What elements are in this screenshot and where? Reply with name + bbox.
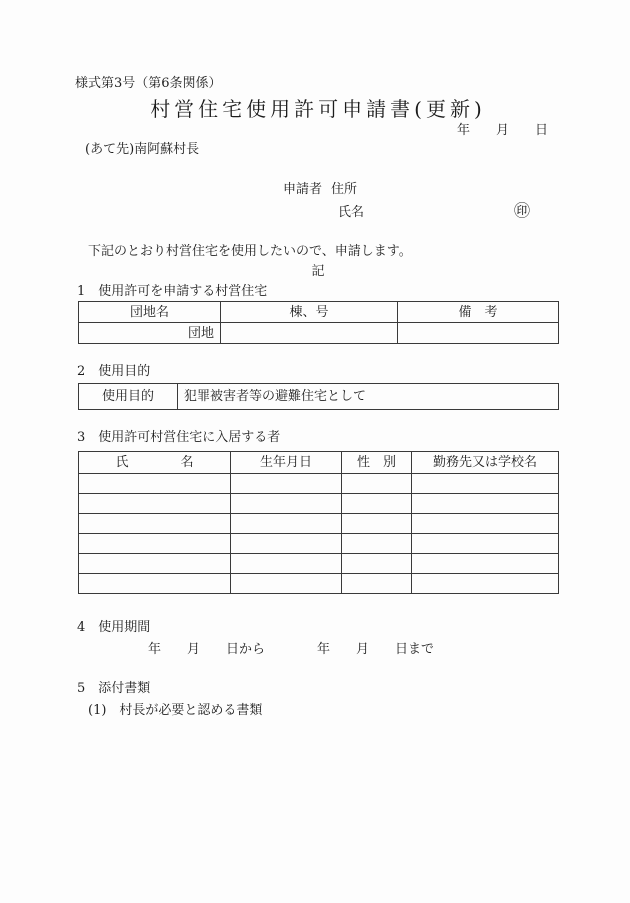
column-header-full-name: 氏 名 xyxy=(79,452,231,474)
resident-row-empty xyxy=(79,554,559,574)
resident-cell-empty xyxy=(342,574,412,594)
resident-cell-empty xyxy=(412,514,559,534)
addressee-text: (あて先)南阿蘇村長 xyxy=(85,142,200,157)
document-title: 村営住宅使用許可申請書(更新) xyxy=(150,97,486,121)
resident-cell-empty xyxy=(412,534,559,554)
column-header-birthdate: 生年月日 xyxy=(231,452,342,474)
purpose-label: 使用目的 xyxy=(79,384,178,410)
resident-cell-empty xyxy=(412,494,559,514)
housing-table-row xyxy=(79,323,559,344)
estate-suffix-cell: 団地 xyxy=(79,323,221,344)
record-marker: 記 xyxy=(311,264,325,279)
resident-cell-empty xyxy=(231,554,342,574)
column-header-remarks: 備 考 xyxy=(398,302,559,323)
resident-cell-empty xyxy=(79,574,231,594)
column-header-workplace-school: 勤務先又は学校名 xyxy=(412,452,559,474)
resident-cell-empty xyxy=(342,514,412,534)
residents-table-header-row xyxy=(79,452,559,474)
intro-text: 下記のとおり村営住宅を使用したいので、申請します。 xyxy=(88,244,412,259)
housing-table-header-row xyxy=(79,302,559,323)
resident-cell-empty xyxy=(342,474,412,494)
column-header-sex: 性 別 xyxy=(342,452,412,474)
resident-row-empty xyxy=(79,514,559,534)
purpose-table-row xyxy=(79,384,559,410)
applicant-name-line xyxy=(338,202,558,221)
resident-cell-empty xyxy=(412,474,559,494)
attachment-item-1: (1) 村長が必要と認める書類 xyxy=(88,703,263,718)
section-4-heading: 4 使用期間 xyxy=(77,620,151,635)
resident-cell-empty xyxy=(231,534,342,554)
column-header-estate-name: 団地名 xyxy=(79,302,221,323)
resident-cell-empty xyxy=(231,574,342,594)
resident-row-empty xyxy=(79,574,559,594)
remarks-cell-empty xyxy=(398,323,559,344)
resident-cell-empty xyxy=(231,474,342,494)
resident-cell-empty xyxy=(231,514,342,534)
resident-cell-empty xyxy=(79,534,231,554)
section-1-heading: 1 使用許可を申請する村営住宅 xyxy=(77,284,268,299)
date-line: 年 月 日 xyxy=(456,123,548,138)
resident-row-empty xyxy=(79,534,559,554)
section-3-heading: 3 使用許可村営住宅に入居する者 xyxy=(77,430,281,445)
resident-cell-empty xyxy=(412,574,559,594)
resident-cell-empty xyxy=(231,494,342,514)
residents-table xyxy=(78,451,559,594)
resident-cell-empty xyxy=(79,514,231,534)
name-label: 氏名 xyxy=(338,205,365,220)
resident-cell-empty xyxy=(342,554,412,574)
form-number-text: 様式第3号（第6条関係） xyxy=(75,76,222,91)
purpose-value: 犯罪被害者等の避難住宅として xyxy=(178,384,559,410)
resident-cell-empty xyxy=(412,554,559,574)
resident-cell-empty xyxy=(342,494,412,514)
resident-row-empty xyxy=(79,474,559,494)
resident-row-empty xyxy=(79,494,559,514)
applicant-label: 申請者 xyxy=(283,182,323,197)
resident-cell-empty xyxy=(79,494,231,514)
building-cell-empty xyxy=(221,323,398,344)
resident-cell-empty xyxy=(79,554,231,574)
usage-period-line: 年 月 日から 年 月 日まで xyxy=(148,642,435,657)
column-header-building-number: 棟、号 xyxy=(221,302,398,323)
housing-table xyxy=(78,301,559,344)
resident-cell-empty xyxy=(79,474,231,494)
purpose-table xyxy=(78,383,559,410)
section-5-heading: 5 添付書類 xyxy=(77,681,151,696)
applicant-line xyxy=(283,181,558,198)
residents-table-body xyxy=(79,474,559,594)
seal-mark-icon: ㊞ xyxy=(514,201,531,220)
section-2-heading: 2 使用目的 xyxy=(77,364,151,379)
address-label: 住所 xyxy=(331,182,358,197)
resident-cell-empty xyxy=(342,534,412,554)
